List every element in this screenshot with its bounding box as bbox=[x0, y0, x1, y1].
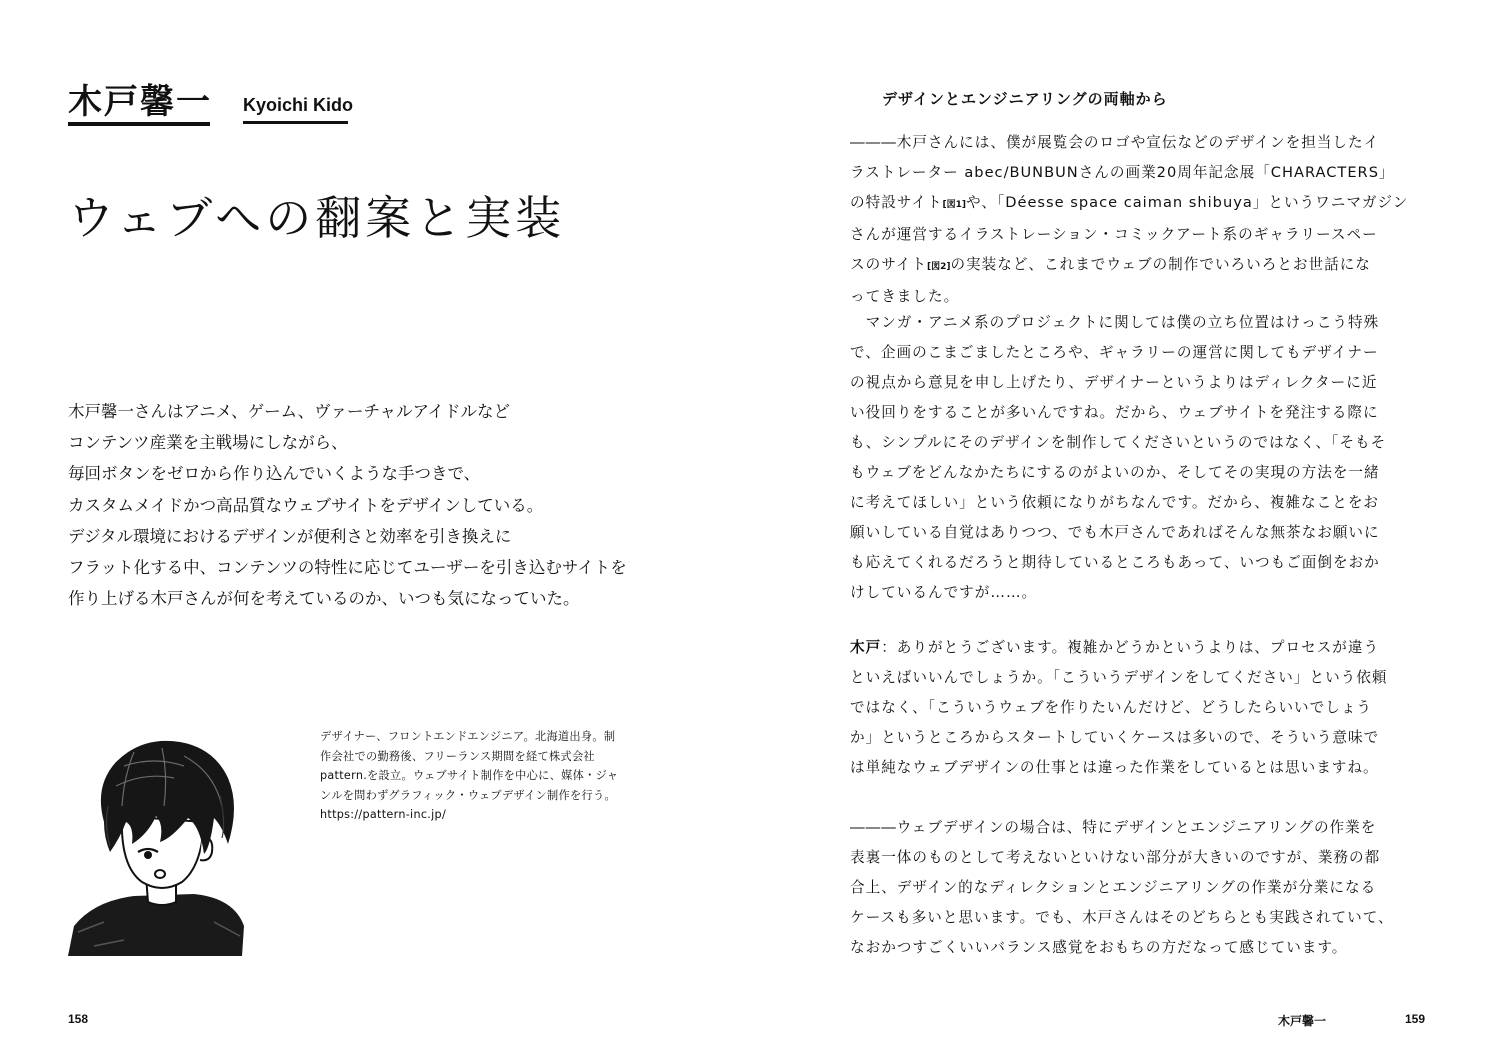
lead-line: 木戸馨一さんはアニメ、ゲーム、ヴァーチャルアイドルなど bbox=[68, 402, 511, 421]
body-line: といえばいいんでしょうか。「こういうデザインをしてください」という依頼 bbox=[850, 669, 1388, 686]
lead-line: コンテンツ産業を主戦場にしながら、 bbox=[68, 433, 348, 453]
body-line: ではなく、「こういうウェブを作りたいんだけど、どうしたらいいでしょう bbox=[850, 699, 1373, 716]
author-name-english: Kyoichi Kido bbox=[243, 95, 354, 115]
body-line bbox=[850, 633, 1450, 663]
page-number-left: 158 bbox=[68, 1012, 89, 1026]
body-line: 表裏一体のものとして考えないといけない部分が大きいのですが、業務の都 bbox=[850, 849, 1381, 866]
article-title: ウェブへの翻案と実装 bbox=[68, 191, 566, 245]
body-line: ケースも多いと思います。でも、木戸さんはそのどちらとも実践されていて、 bbox=[850, 909, 1394, 926]
body-text: の実装など、これまでウェブの制作でいろいろとお世話にな bbox=[950, 256, 1371, 273]
body-line: 合上、デザイン的なディレクションとエンジニアリングの作業が分業になる bbox=[850, 879, 1377, 896]
body-line: ―――ウェブデザインの場合は、特にデザインとエンジニアリングの作業を bbox=[850, 819, 1377, 836]
body-line: の視点から意見を申し上げたり、デザイナーというよりはディレクターに近 bbox=[850, 374, 1378, 391]
interview-answer-1 bbox=[850, 633, 1450, 783]
author-profile bbox=[320, 727, 660, 825]
lead-line: デジタル環境におけるデザインが便利さと効率を引き換えに bbox=[68, 526, 512, 546]
lead-line: 作り上げる木戸さんが何を考えているのか、いつも気になっていた。 bbox=[68, 589, 580, 609]
body-line: ―――木戸さんには、僕が展覧会のロゴや宣伝などのデザインを担当したイ bbox=[850, 134, 1380, 151]
name-underline bbox=[68, 122, 210, 126]
interview-question-1-continued bbox=[850, 308, 1450, 608]
lead-paragraph bbox=[68, 396, 668, 614]
profile-line: ンルを問わずグラフィック・ウェブデザイン制作を行う。 bbox=[320, 788, 616, 802]
speaker-label: 木戸 bbox=[850, 639, 882, 656]
figure-reference-1: [図1] bbox=[942, 200, 967, 210]
lead-line: 毎回ボタンをゼロから作り込んでいくような手つきで、 bbox=[68, 464, 481, 484]
body-line: なおかつすごくいいバランス感覚をおもちの方だなって感じています。 bbox=[850, 939, 1348, 956]
body-line: もウェブをどんなかたちにするのがよいのか、そしてその実現の方法を一緒 bbox=[850, 464, 1380, 481]
body-line: けしているんですが……。 bbox=[850, 584, 1038, 601]
body-line: も、シンプルにそのデザインを制作してくださいというのではなく、「そもそ bbox=[850, 434, 1387, 451]
author-portrait-illustration bbox=[64, 726, 264, 956]
author-name-japanese: 木戸馨一 bbox=[68, 82, 212, 122]
interview-question-2 bbox=[850, 813, 1450, 963]
body-line: も応えてくれるだろうと期待しているところもあって、いつもご面倒をおか bbox=[850, 554, 1380, 571]
body-line bbox=[850, 188, 1450, 220]
lead-line: フラット化する中、コンテンツの特性に応じてユーザーを引き込むサイトを bbox=[68, 558, 627, 578]
profile-url[interactable]: https://pattern-inc.jp/ bbox=[320, 808, 447, 821]
body-line: は単純なウェブデザインの仕事とは違った作業をしているとは思いますね。 bbox=[850, 759, 1379, 776]
profile-line: デザイナー、フロントエンドエンジニア。北海道出身。制 bbox=[320, 730, 616, 743]
body-line: ラストレーター abec/BUNBUNさんの画業20周年記念展「CHARACTERS」 bbox=[850, 164, 1395, 181]
body-text: スのサイト bbox=[850, 256, 927, 273]
section-heading: デザインとエンジニアリングの両軸から bbox=[882, 90, 1168, 108]
body-text: ：ありがとうございます。複雑かどうかというよりは、プロセスが違う bbox=[881, 639, 1380, 656]
body-line: い役回りをすることが多いんですね。だから、ウェブサイトを発注する際に bbox=[850, 404, 1379, 421]
body-text: や、「Déesse space caiman shibuya」というワニマガジン bbox=[966, 194, 1409, 211]
body-line: か」というところからスタートしていくケースは多いので、そういう意味で bbox=[850, 729, 1380, 746]
body-line: マンガ・アニメ系のプロジェクトに関しては僕の立ち位置はけっこう特殊 bbox=[850, 314, 1380, 331]
profile-line: pattern.を設立。ウェブサイト制作を中心に、媒体・ジャ bbox=[320, 769, 619, 782]
body-line: で、企画のこまごましたところや、ギャラリーの運営に関してもデザイナー bbox=[850, 344, 1379, 361]
profile-line: 作会社での勤務後、フリーランス期間を経て株式会社 bbox=[320, 749, 595, 763]
name-en-underline bbox=[243, 121, 348, 124]
figure-reference-2: [図2] bbox=[926, 262, 951, 272]
body-line: 願いしている自覚はありつつ、でも木戸さんであればそんな無茶なお願いに bbox=[850, 524, 1380, 541]
lead-line: カスタムメイドかつ高品質なウェブサイトをデザインしている。 bbox=[68, 495, 544, 515]
running-head: 木戸馨一 bbox=[1278, 1014, 1327, 1028]
body-line: ってきました。 bbox=[850, 288, 960, 305]
body-line: さんが運営するイラストレーション・コミックアート系のギャラリースペー bbox=[850, 226, 1378, 243]
body-text: の特設サイト bbox=[850, 194, 943, 211]
page-number-right: 159 bbox=[1405, 1012, 1426, 1026]
interview-question-1 bbox=[850, 128, 1450, 312]
body-line: に考えてほしい」という依頼になりがちなんです。だから、複雑なことをお bbox=[850, 494, 1380, 511]
body-line bbox=[850, 250, 1450, 282]
